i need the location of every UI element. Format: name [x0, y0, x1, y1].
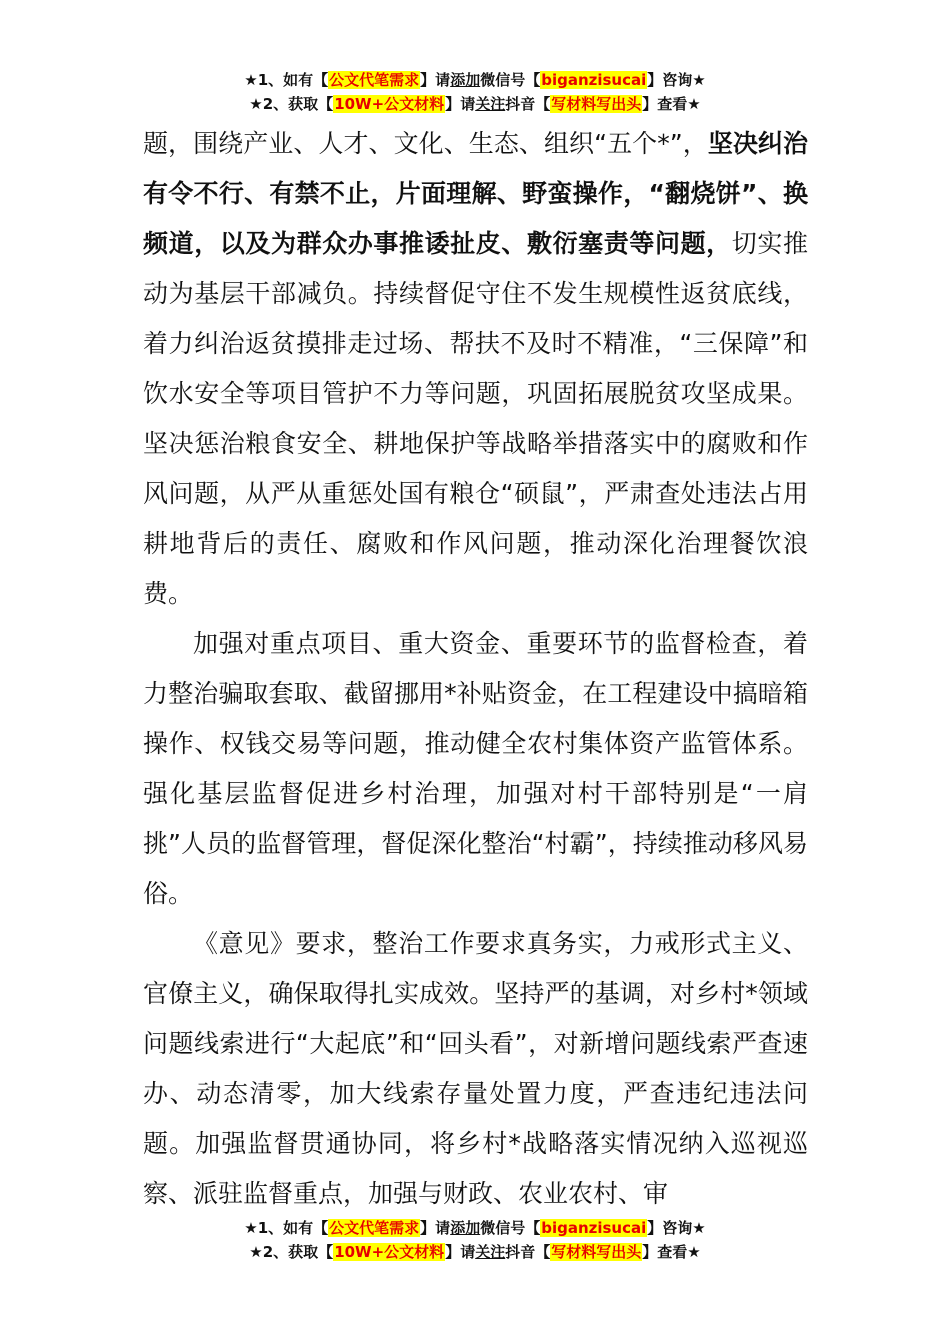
paragraph-1: 题，围绕产业、人才、文化、生态、组织“五个*”，坚决纠治有令不行、有禁不止，片面理解、野蛮操作，“翻烧饼”、换频道，以及为群众办事推诿扯皮、敷衍塞责等问题，切实推动为基层干部减负。持续督促守住不发生规模性返贫底线，着力纠治返贫摸排走过场、帮扶不及时不精准，“三保障”和饮水安全等项目管护不力等问题，巩固拓展脱贫攻坚成果。坚决惩治粮食安全、耕地保护等战略举措落实中的腐败和作风问题，从严从重惩处国有粮仓“硕鼠”，严肃查处违法占用耕地背后的责任、腐败和作风问题，推动深化治理餐饮浪费。 [143, 129, 808, 608]
highlight-douyin-id: 写材料写出头 [551, 1243, 642, 1261]
highlight-materials: 10W+公文材料 [334, 1243, 445, 1261]
promo-line-1: ★1、如有【公文代笔需求】请添加微信号【biganzisucai】咨询★ [244, 1219, 706, 1237]
highlight-wechat-id: biganzisucai [541, 71, 647, 89]
highlight-service: 公文代笔需求 [329, 71, 420, 89]
paragraph-2: 加强对重点项目、重大资金、重要环节的监督检查，着力整治骗取套取、截留挪用*补贴资金，在工程建设中搞暗箱操作、权钱交易等问题，推动健全农村集体资产监管体系。强化基层监督促进乡村治理，加强对村干部特别是“一肩挑”人员的监督管理，督促深化整治“村霸”，持续推动移风易俗。 [143, 629, 808, 908]
highlight-service: 公文代笔需求 [329, 1219, 420, 1237]
promo-line-1: ★1、如有【公文代笔需求】请添加微信号【biganzisucai】咨询★ [244, 71, 706, 89]
promo-line-2: ★2、获取【10W+公文材料】请关注抖音【写材料写出头】查看★ [249, 95, 701, 113]
promo-banner-top [0, 68, 950, 116]
promo-line-2: ★2、获取【10W+公文材料】请关注抖音【写材料写出头】查看★ [249, 1243, 701, 1261]
paragraph-3: 《意见》要求，整治工作要求真务实，力戒形式主义、官僚主义，确保取得扎实成效。坚持严的基调，对乡村*领域问题线索进行“大起底”和“回头看”，对新增问题线索严查速办、动态清零，加大线索存量处置力度，严查违纪违法问题。加强监督贯通协同，将乡村*战略落实情况纳入巡视巡察、派驻监督重点，加强与财政、农业农村、审 [143, 929, 808, 1208]
highlight-wechat-id: biganzisucai [541, 1219, 647, 1237]
highlight-materials: 10W+公文材料 [334, 95, 445, 113]
document-body [143, 119, 808, 1219]
highlight-douyin-id: 写材料写出头 [551, 95, 642, 113]
promo-banner-bottom [0, 1216, 950, 1264]
bold-emphasis: 坚决纠治有令不行、有禁不止，片面理解、野蛮操作，“翻烧饼”、换频道，以及为群众办事推诿扯皮、敷衍塞责等问题， [143, 129, 808, 258]
